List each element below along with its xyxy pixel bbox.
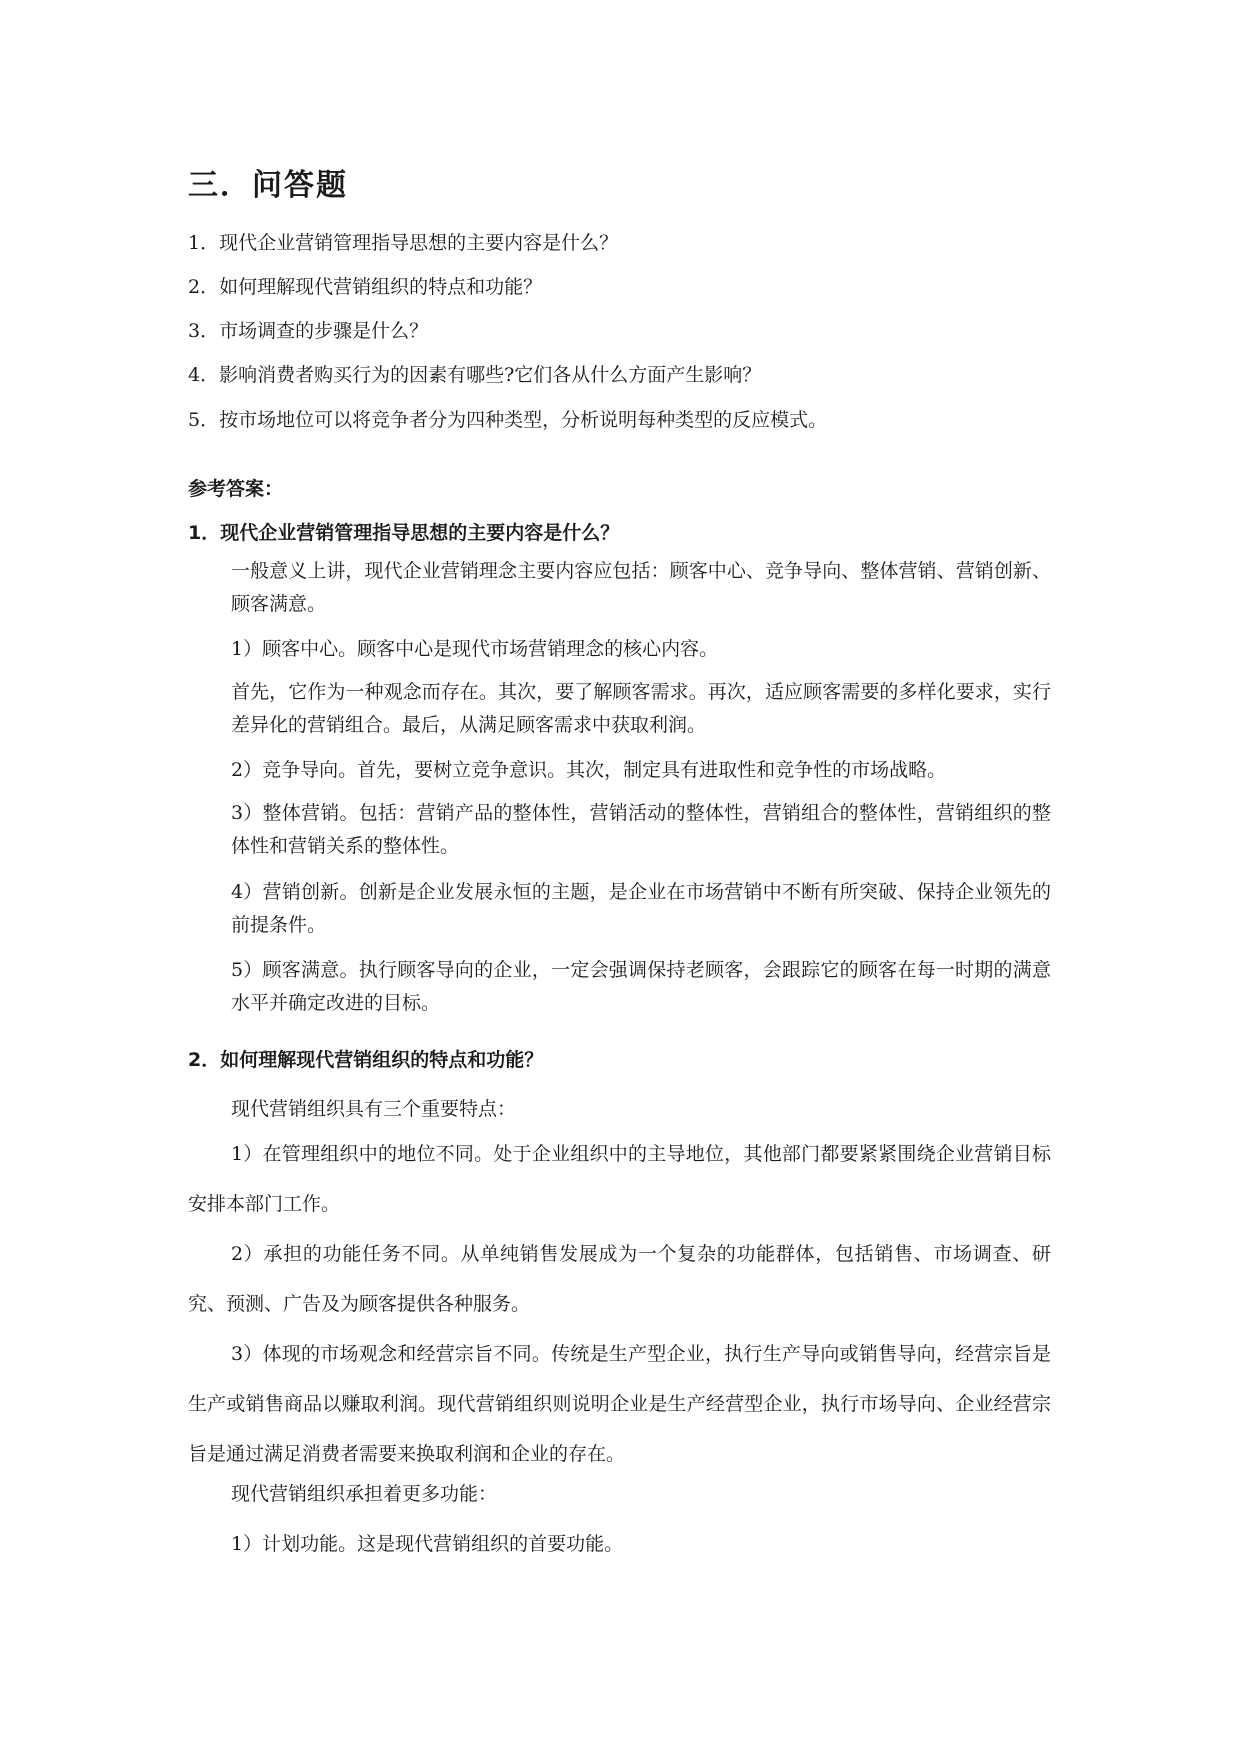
- question-item: 2．如何理解现代营销组织的特点和功能？: [188, 276, 543, 298]
- answer1-paragraph: 4）营销创新。创新是企业发展永恒的主题，是企业在市场营销中不断有所突破、保持企业领先的前提条件。: [231, 881, 1051, 936]
- answer1-paragraph: 一般意义上讲，现代企业营销理念主要内容应包括：顾客中心、竞争导向、整体营销、营销创新、顾客满意。: [231, 560, 1051, 615]
- answer1-paragraph: 5）顾客满意。执行顾客导向的企业，一定会强调保持老顾客，会跟踪它的顾客在每一时期的满意水平并确定改进的目标。: [231, 959, 1051, 1014]
- question-item: 5．按市场地位可以将竞争者分为四种类型，分析说明每种类型的反应模式。: [188, 409, 828, 431]
- answer2-point: 1）在管理组织中的地位不同。处于企业组织中的主导地位，其他部门都要紧紧围绕企业营销目标安排本部门工作。: [188, 1143, 1051, 1215]
- answer2-point: 2）承担的功能任务不同。从单纯销售发展成为一个复杂的功能群体，包括销售、市场调查、研究、预测、广告及为顾客提供各种服务。: [188, 1243, 1051, 1315]
- answer1-question: 1．现代企业营销管理指导思想的主要内容是什么？: [188, 522, 620, 544]
- answers-heading: 参考答案：: [188, 478, 284, 500]
- section-title: 三．问答题: [188, 168, 348, 203]
- answer2-question: 2．如何理解现代营销组织的特点和功能？: [188, 1049, 544, 1071]
- question-item: 3．市场调查的步骤是什么？: [188, 320, 429, 342]
- answer1-paragraph: 2）竞争导向。首先，要树立竞争意识。其次，制定具有进取性和竞争性的市场战略。: [231, 759, 947, 781]
- question-item: 1．现代企业营销管理指导思想的主要内容是什么？: [188, 232, 619, 254]
- answer2-intro: 现代营销组织具有三个重要特点：: [231, 1098, 517, 1120]
- answer2-functions-intro: 现代营销组织承担着更多功能：: [231, 1483, 498, 1505]
- answer2-point: 3）体现的市场观念和经营宗旨不同。传统是生产型企业，执行生产导向或销售导向，经营宗旨是生产或销售商品以赚取利润。现代营销组织则说明企业是生产经营型企业，执行市场导向、企业经营宗旨是通过满足消费者需要来换取利润和企业的存在。: [188, 1343, 1051, 1465]
- answer1-paragraph: 首先，它作为一种观念而存在。其次，要了解顾客需求。再次，适应顾客需要的多样化要求，实行差异化的营销组合。最后，从满足顾客需求中获取利润。: [231, 681, 1051, 736]
- question-item: 4．影响消费者购买行为的因素有哪些?它们各从什么方面产生影响？: [188, 364, 762, 386]
- answer2-function: 1）计划功能。这是现代营销组织的首要功能。: [231, 1533, 624, 1555]
- answer1-paragraph: 3）整体营销。包括：营销产品的整体性，营销活动的整体性，营销组合的整体性，营销组织的整体性和营销关系的整体性。: [231, 802, 1051, 857]
- answer1-paragraph: 1）顾客中心。顾客中心是现代市场营销理念的核心内容。: [231, 638, 719, 660]
